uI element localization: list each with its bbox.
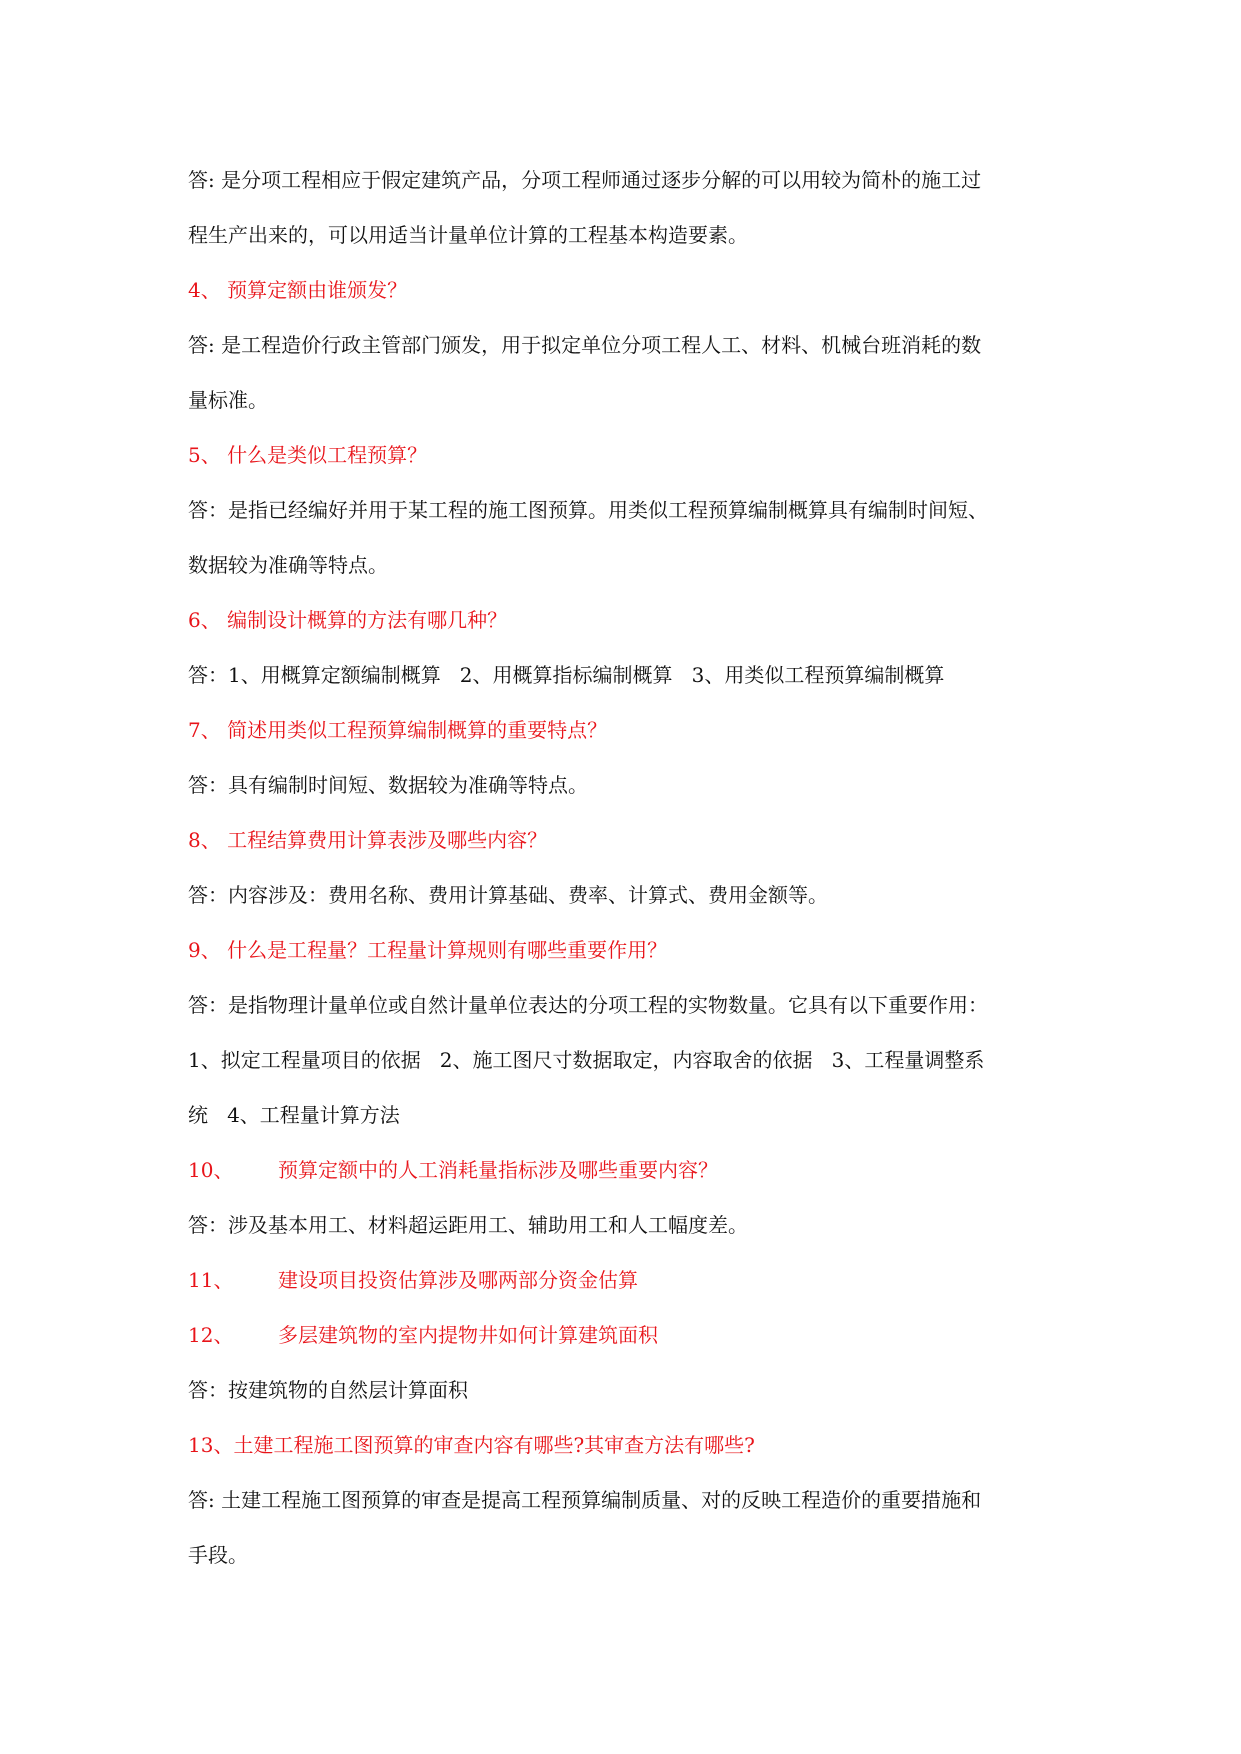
question-heading: 9、 什么是工程量？工程量计算规则有哪些重要作用？ (188, 938, 668, 962)
answer-text: 手段。 (188, 1543, 248, 1567)
question-heading: 6、 编制设计概算的方法有哪几种？ (188, 608, 508, 632)
answer-text: 数据较为准确等特点。 (188, 553, 388, 577)
answer-text: 答: 土建工程施工图预算的审查是提高工程预算编制质量、对的反映工程造价的重要措施和 (188, 1488, 982, 1512)
answer-text: 答: 是分项工程相应于假定建筑产品，分项工程师通过逐步分解的可以用较为简朴的施工过 (188, 168, 982, 192)
question-heading: 11、 建设项目投资估算涉及哪两部分资金估算 (188, 1268, 638, 1292)
question-heading: 4、 预算定额由谁颁发？ (188, 278, 408, 302)
answer-text: 程生产出来的，可以用适当计量单位计算的工程基本构造要素。 (188, 223, 748, 247)
question-heading: 12、 多层建筑物的室内提物井如何计算建筑面积 (188, 1323, 658, 1347)
answer-text: 答: 是工程造价行政主管部门颁发，用于拟定单位分项工程人工、材料、机械台班消耗的数 (188, 333, 982, 357)
answer-text: 答：1、用概算定额编制概算 2、用概算指标编制概算 3、用类似工程预算编制概算 (188, 663, 945, 687)
question-heading: 13、土建工程施工图预算的审查内容有哪些?其审查方法有哪些? (188, 1433, 755, 1457)
answer-text: 1、拟定工程量项目的依据 2、施工图尺寸数据取定，内容取舍的依据 3、工程量调整系 (188, 1048, 985, 1072)
question-heading: 10、 预算定额中的人工消耗量指标涉及哪些重要内容？ (188, 1158, 718, 1182)
answer-text: 答：具有编制时间短、数据较为准确等特点。 (188, 773, 588, 797)
answer-text: 答：涉及基本用工、材料超运距用工、辅助用工和人工幅度差。 (188, 1213, 748, 1237)
question-heading: 8、 工程结算费用计算表涉及哪些内容？ (188, 828, 548, 852)
answer-text: 答：按建筑物的自然层计算面积 (188, 1378, 468, 1402)
answer-text: 答：是指物理计量单位或自然计量单位表达的分项工程的实物数量。它具有以下重要作用： (188, 993, 988, 1017)
answer-text: 答：内容涉及：费用名称、费用计算基础、费率、计算式、费用金额等。 (188, 883, 828, 907)
answer-text: 量标准。 (188, 388, 268, 412)
question-heading: 5、 什么是类似工程预算？ (188, 443, 428, 467)
answer-text: 答：是指已经编好并用于某工程的施工图预算。用类似工程预算编制概算具有编制时间短、 (188, 498, 988, 522)
answer-text: 统 4、工程量计算方法 (188, 1103, 400, 1127)
question-heading: 7、 简述用类似工程预算编制概算的重要特点？ (188, 718, 608, 742)
